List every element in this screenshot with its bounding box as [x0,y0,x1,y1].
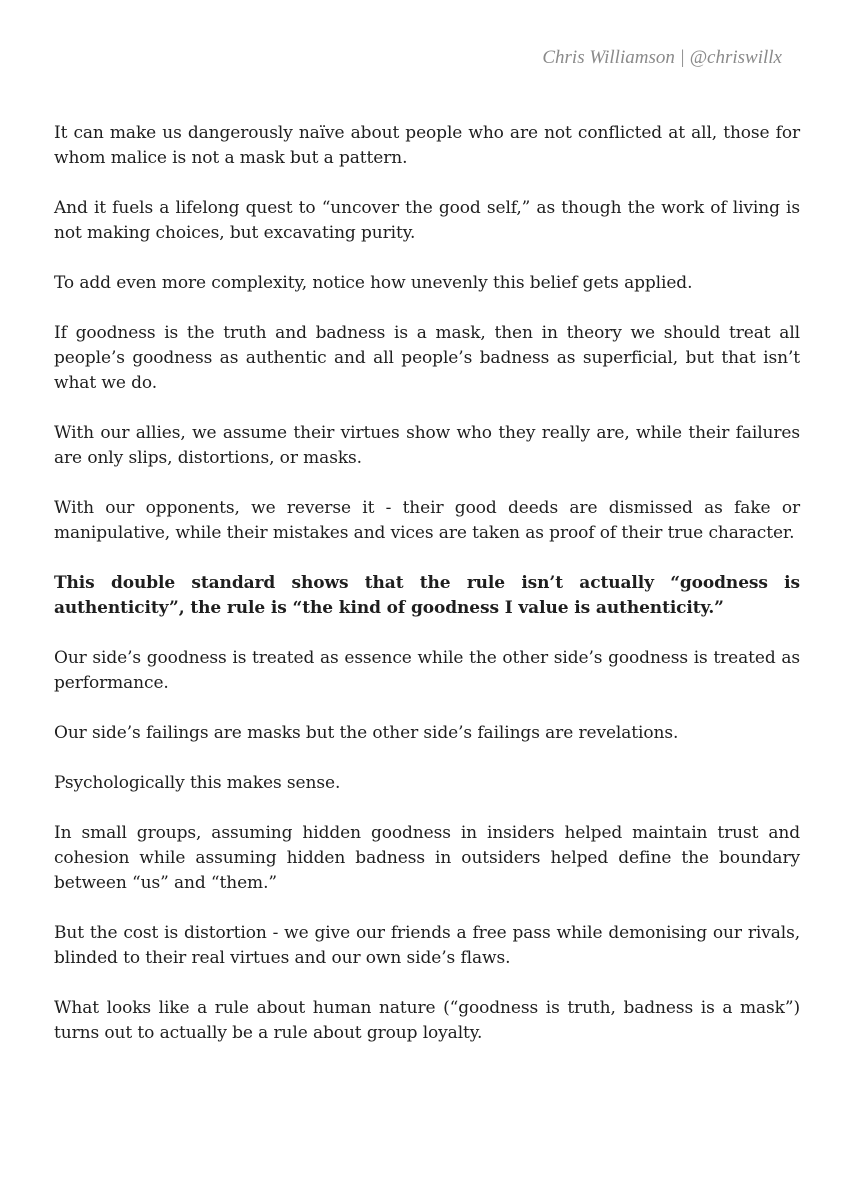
paragraph-1: It can make us dangerously naïve about people who are not conflicted at all, those for whom malice is not a mask but a pattern. [54,123,800,168]
article-body [54,121,800,1071]
paragraph-5: With our allies, we assume their virtues show who they really are, while their failures are only slips, distortions, or masks. [54,423,800,468]
paragraph-4: If goodness is the truth and badness is a mask, then in theory we should treat all people’s goodness as authentic and all people’s badness as superficial, but that isn’t what we do. [54,323,800,393]
author-byline: Chris Williamson | @chriswillx [542,47,782,68]
paragraph-13: What looks like a rule about human nature (“goodness is truth, badness is a mask”) turns out to actually be a rule about group loyalty. [54,998,800,1043]
paragraph-10: Psychologically this makes sense. [54,773,341,793]
paragraph-8: Our side’s goodness is treated as essence while the other side’s goodness is treated as performance. [54,648,800,693]
paragraph-12: But the cost is distortion - we give our friends a free pass while demonising our rivals, blinded to their real virtues and our own side’s flaws. [54,923,800,968]
paragraph-11: In small groups, assuming hidden goodness in insiders helped maintain trust and cohesion while assuming hidden badness in outsiders helped define the boundary between “us” and “them.” [54,823,800,893]
paragraph-6: With our opponents, we reverse it - their good deeds are dismissed as fake or manipulative, while their mistakes and vices are taken as proof of their true character. [54,498,800,543]
paragraph-3: To add even more complexity, notice how unevenly this belief gets applied. [54,273,693,293]
paragraph-7-emphasis: This double standard shows that the rule isn’t actually “goodness is authenticity”, the rule is “the kind of goodness I value is authenticity.” [54,573,800,618]
paragraph-2: And it fuels a lifelong quest to “uncover the good self,” as though the work of living is not making choices, but excavating purity. [54,198,800,243]
paragraph-9: Our side’s failings are masks but the other side’s failings are revelations. [54,723,679,743]
